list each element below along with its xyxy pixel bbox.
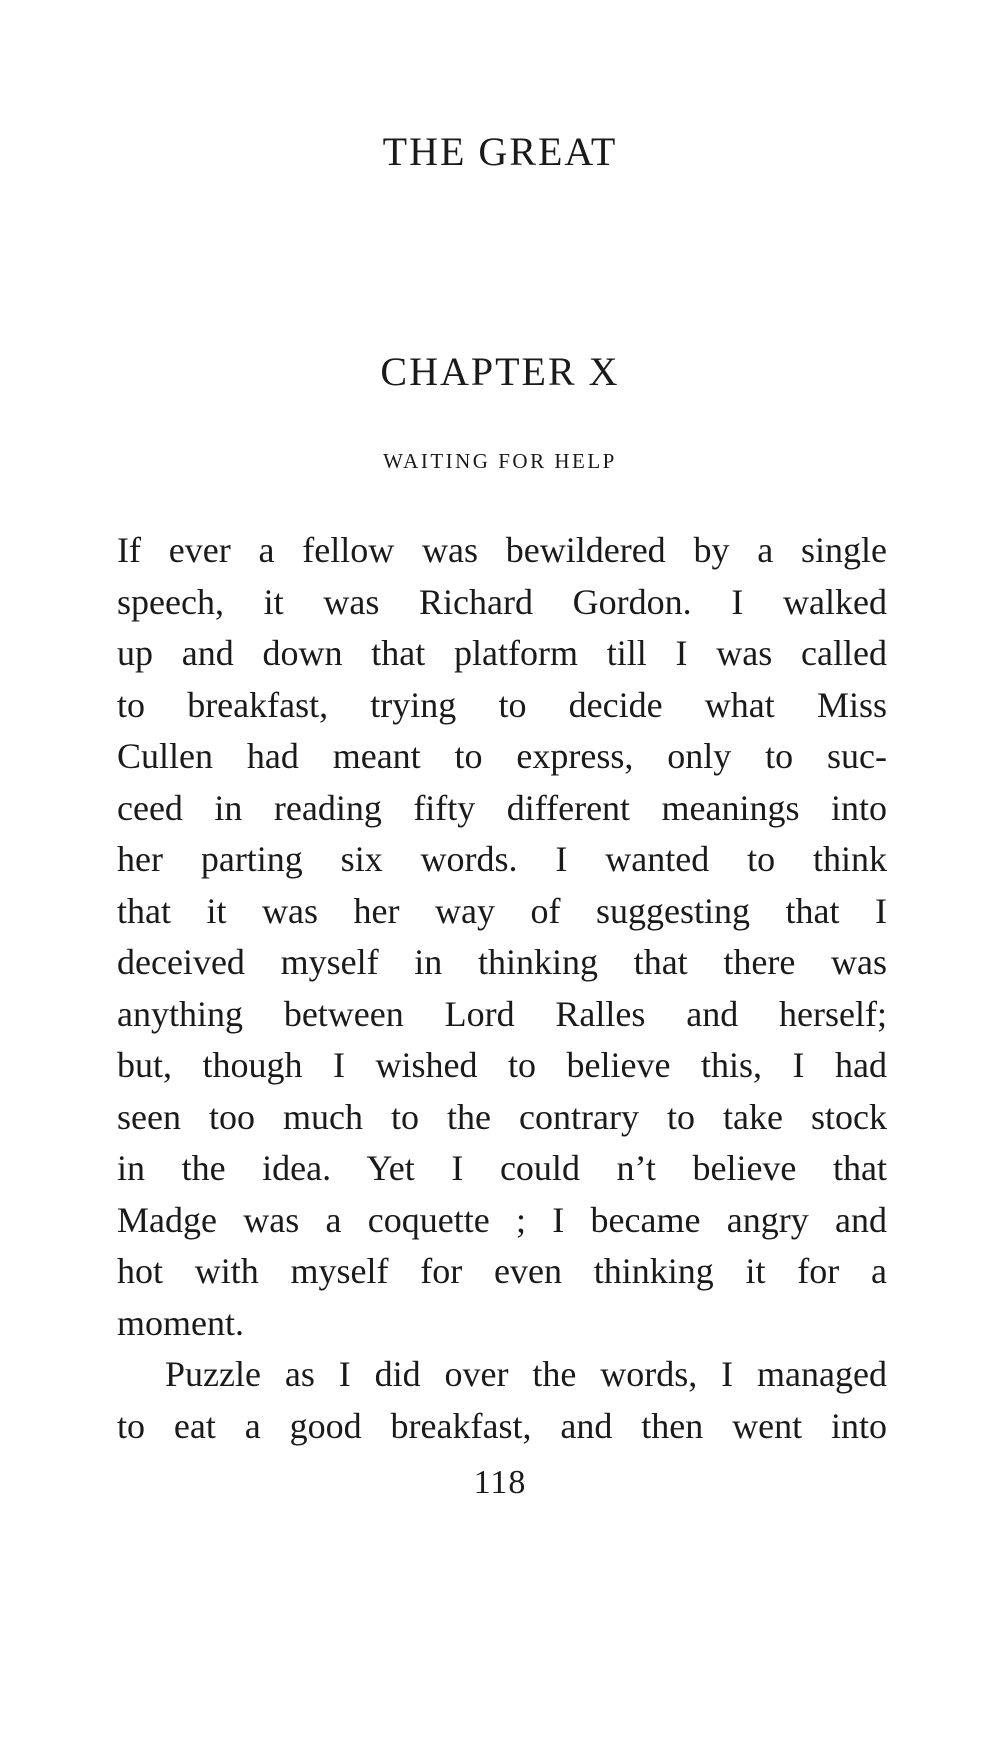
- text-line: Puzzle as I did over the words, I managed: [165, 1354, 887, 1394]
- text-line: but, though I wished to believe this, I had: [117, 1045, 887, 1085]
- text-line: to eat a good breakfast, and then went into: [117, 1405, 887, 1446]
- text-line: Cullen had meant to express, only to suc-: [117, 736, 887, 776]
- text-line: deceived myself in thinking that there was: [117, 942, 887, 982]
- text-line: her parting six words. I wanted to think: [117, 839, 887, 879]
- chapter-title: CHAPTER X: [380, 349, 620, 394]
- text-line: Madge was a coquette ; I became angry and: [117, 1199, 887, 1240]
- running-head: THE GREAT: [382, 129, 618, 174]
- body-text: [117, 525, 887, 1452]
- chapter-subtitle: WAITING FOR HELP: [383, 449, 617, 473]
- text-line: up and down that platform till I was called: [117, 633, 887, 673]
- text-line: speech, it was Richard Gordon. I walked: [117, 581, 887, 622]
- page-number: 118: [473, 1464, 527, 1501]
- text-line: seen too much to the contrary to take stock: [117, 1096, 887, 1137]
- text-line: that it was her way of suggesting that I: [117, 890, 887, 931]
- text-line: If ever a fellow was bewildered by a single: [117, 530, 887, 570]
- text-line: ceed in reading fifty different meanings into: [117, 787, 887, 828]
- text-line: moment.: [117, 1302, 244, 1343]
- text-line: to breakfast, trying to decide what Miss: [117, 684, 887, 725]
- text-line: in the idea. Yet I could n’t believe that: [117, 1148, 887, 1188]
- text-line: hot with myself for even thinking it for a: [117, 1251, 887, 1291]
- text-line: anything between Lord Ralles and herself;: [117, 993, 887, 1034]
